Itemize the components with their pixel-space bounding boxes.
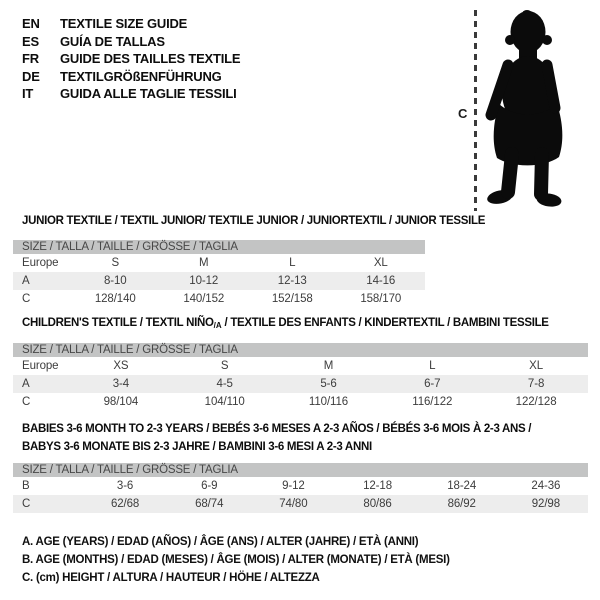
height-measure-label: C — [458, 106, 468, 121]
size-header: SIZE / TALLA / TAILLE / GRÖSSE / TAGLIA — [13, 240, 425, 254]
footnote-c: C. (cm) HEIGHT / ALTURA / HAUTEUR / HÖHE / ALTEZZA — [22, 572, 320, 584]
table-row — [13, 254, 425, 272]
size-cell: L — [289, 257, 296, 269]
row-label: C — [22, 498, 31, 510]
size-header: SIZE / TALLA / TAILLE / GRÖSSE / TAGLIA — [13, 343, 588, 357]
toddler-silhouette-icon — [481, 8, 573, 210]
table-row — [13, 477, 588, 495]
table-row — [13, 495, 588, 513]
language-row-en — [22, 15, 240, 33]
size-cell: 3-6 — [116, 480, 134, 492]
size-cell: 140/152 — [183, 293, 225, 305]
size-cell: 6-9 — [201, 480, 218, 492]
size-cell: 152/158 — [271, 293, 313, 305]
children-title-post: / TEXTILE DES ENFANTS / KINDERTEXTIL / BAMBINI TESSILE — [221, 317, 549, 329]
row-label: Europe — [22, 257, 59, 269]
size-cell: 18-24 — [447, 480, 477, 492]
size-cell: 122/128 — [515, 396, 557, 408]
language-code: ES — [22, 33, 39, 49]
babies-section-title — [22, 420, 531, 456]
table-row — [13, 375, 588, 393]
table-row — [13, 343, 588, 357]
row-label: A — [22, 275, 30, 287]
language-code: EN — [22, 16, 40, 31]
size-cell: 14-16 — [366, 275, 396, 287]
footnote-b: B. AGE (MONTHS) / EDAD (MESES) / ÂGE (MOIS) / ALTER (MONATE) / ETÀ (MESI) — [22, 554, 450, 566]
row-label: A — [22, 378, 30, 390]
babies-title-line2: BABYS 3-6 MONATE BIS 2-3 JAHRE / BAMBINI 3-6 MESI A 2-3 ANNI — [22, 441, 372, 453]
guide-title: TEXTILGRÖßENFÜHRUNG — [60, 68, 222, 84]
children-section-title — [22, 317, 549, 332]
guide-title: GUIDE DES TAILLES TEXTILE — [60, 51, 241, 67]
table-row — [13, 272, 425, 290]
babies-size-table — [13, 463, 588, 513]
babies-title-line1: BABIES 3-6 MONTH TO 2-3 YEARS / BEBÉS 3-6 MESES A 2-3 AÑOS / BÉBÉS 3-6 MOIS À 2-3 ANS / — [22, 423, 532, 435]
size-cell: 24-36 — [531, 480, 561, 492]
language-row-it — [22, 85, 240, 103]
junior-size-table — [13, 240, 425, 308]
language-code: DE — [22, 68, 40, 84]
table-row — [13, 393, 588, 411]
children-title-sub: /A — [213, 321, 222, 330]
size-cell: S — [220, 360, 229, 372]
size-cell: 104/110 — [204, 396, 245, 408]
junior-section-title: JUNIOR TEXTILE / TEXTIL JUNIOR/ TEXTILE JUNIOR / JUNIORTEXTIL / JUNIOR TESSILE — [22, 215, 486, 227]
size-cell: 158/170 — [360, 293, 402, 305]
size-cell: S — [111, 257, 120, 269]
size-cell: M — [199, 257, 209, 269]
height-measure-dashed-line — [474, 10, 477, 211]
size-cell: 3-4 — [112, 378, 130, 390]
guide-title: GUÍA DE TALLAS — [60, 33, 165, 49]
language-list — [22, 15, 240, 103]
size-cell: 9-12 — [282, 480, 305, 492]
size-cell: 68/74 — [195, 498, 224, 510]
size-cell: 12-13 — [277, 275, 307, 287]
language-code: IT — [22, 86, 34, 102]
size-cell: 86/92 — [447, 498, 476, 510]
footnote-a: A. AGE (YEARS) / EDAD (AÑOS) / ÂGE (ANS) / ALTER (JAHRE) / ETÀ (ANNI) — [22, 536, 419, 548]
language-row-de — [22, 68, 240, 86]
size-cell: 74/80 — [279, 498, 308, 510]
table-row — [13, 290, 425, 308]
size-cell: 10-12 — [189, 275, 219, 287]
size-cell: 62/68 — [110, 498, 140, 510]
table-row — [13, 463, 588, 477]
size-cell: 8-10 — [103, 275, 127, 287]
size-cell: 80/86 — [363, 498, 392, 510]
language-row-fr — [22, 50, 240, 68]
size-cell: 110/116 — [308, 396, 349, 408]
language-row-es — [22, 33, 240, 51]
row-label: B — [22, 480, 30, 492]
size-cell: 128/140 — [94, 293, 136, 305]
row-label: C — [22, 293, 31, 305]
row-label: C — [22, 396, 31, 408]
size-cell: 6-7 — [424, 378, 441, 390]
size-cell: 12-18 — [363, 480, 392, 492]
size-cell: 98/104 — [103, 396, 139, 408]
size-cell: 7-8 — [527, 378, 545, 390]
size-cell: 5-6 — [320, 378, 337, 390]
size-cell: 4-5 — [216, 378, 233, 390]
size-cell: L — [429, 360, 436, 372]
language-code: FR — [22, 51, 39, 67]
size-cell: XL — [529, 360, 544, 372]
children-size-table — [13, 343, 588, 411]
guide-title: GUIDA ALLE TAGLIE TESSILI — [60, 86, 237, 102]
size-cell: 92/98 — [531, 498, 561, 510]
table-row — [13, 357, 588, 375]
size-cell: M — [323, 360, 334, 372]
size-cell: XS — [113, 360, 129, 372]
row-label: Europe — [22, 360, 59, 372]
size-header: SIZE / TALLA / TAILLE / GRÖSSE / TAGLIA — [13, 463, 588, 477]
children-title-pre: CHILDREN'S TEXTILE / TEXTIL NIÑO — [22, 317, 214, 329]
size-cell: XL — [373, 257, 388, 269]
table-row — [13, 240, 425, 254]
size-cell: 116/122 — [412, 396, 453, 408]
guide-title: TEXTILE SIZE GUIDE — [60, 16, 188, 31]
